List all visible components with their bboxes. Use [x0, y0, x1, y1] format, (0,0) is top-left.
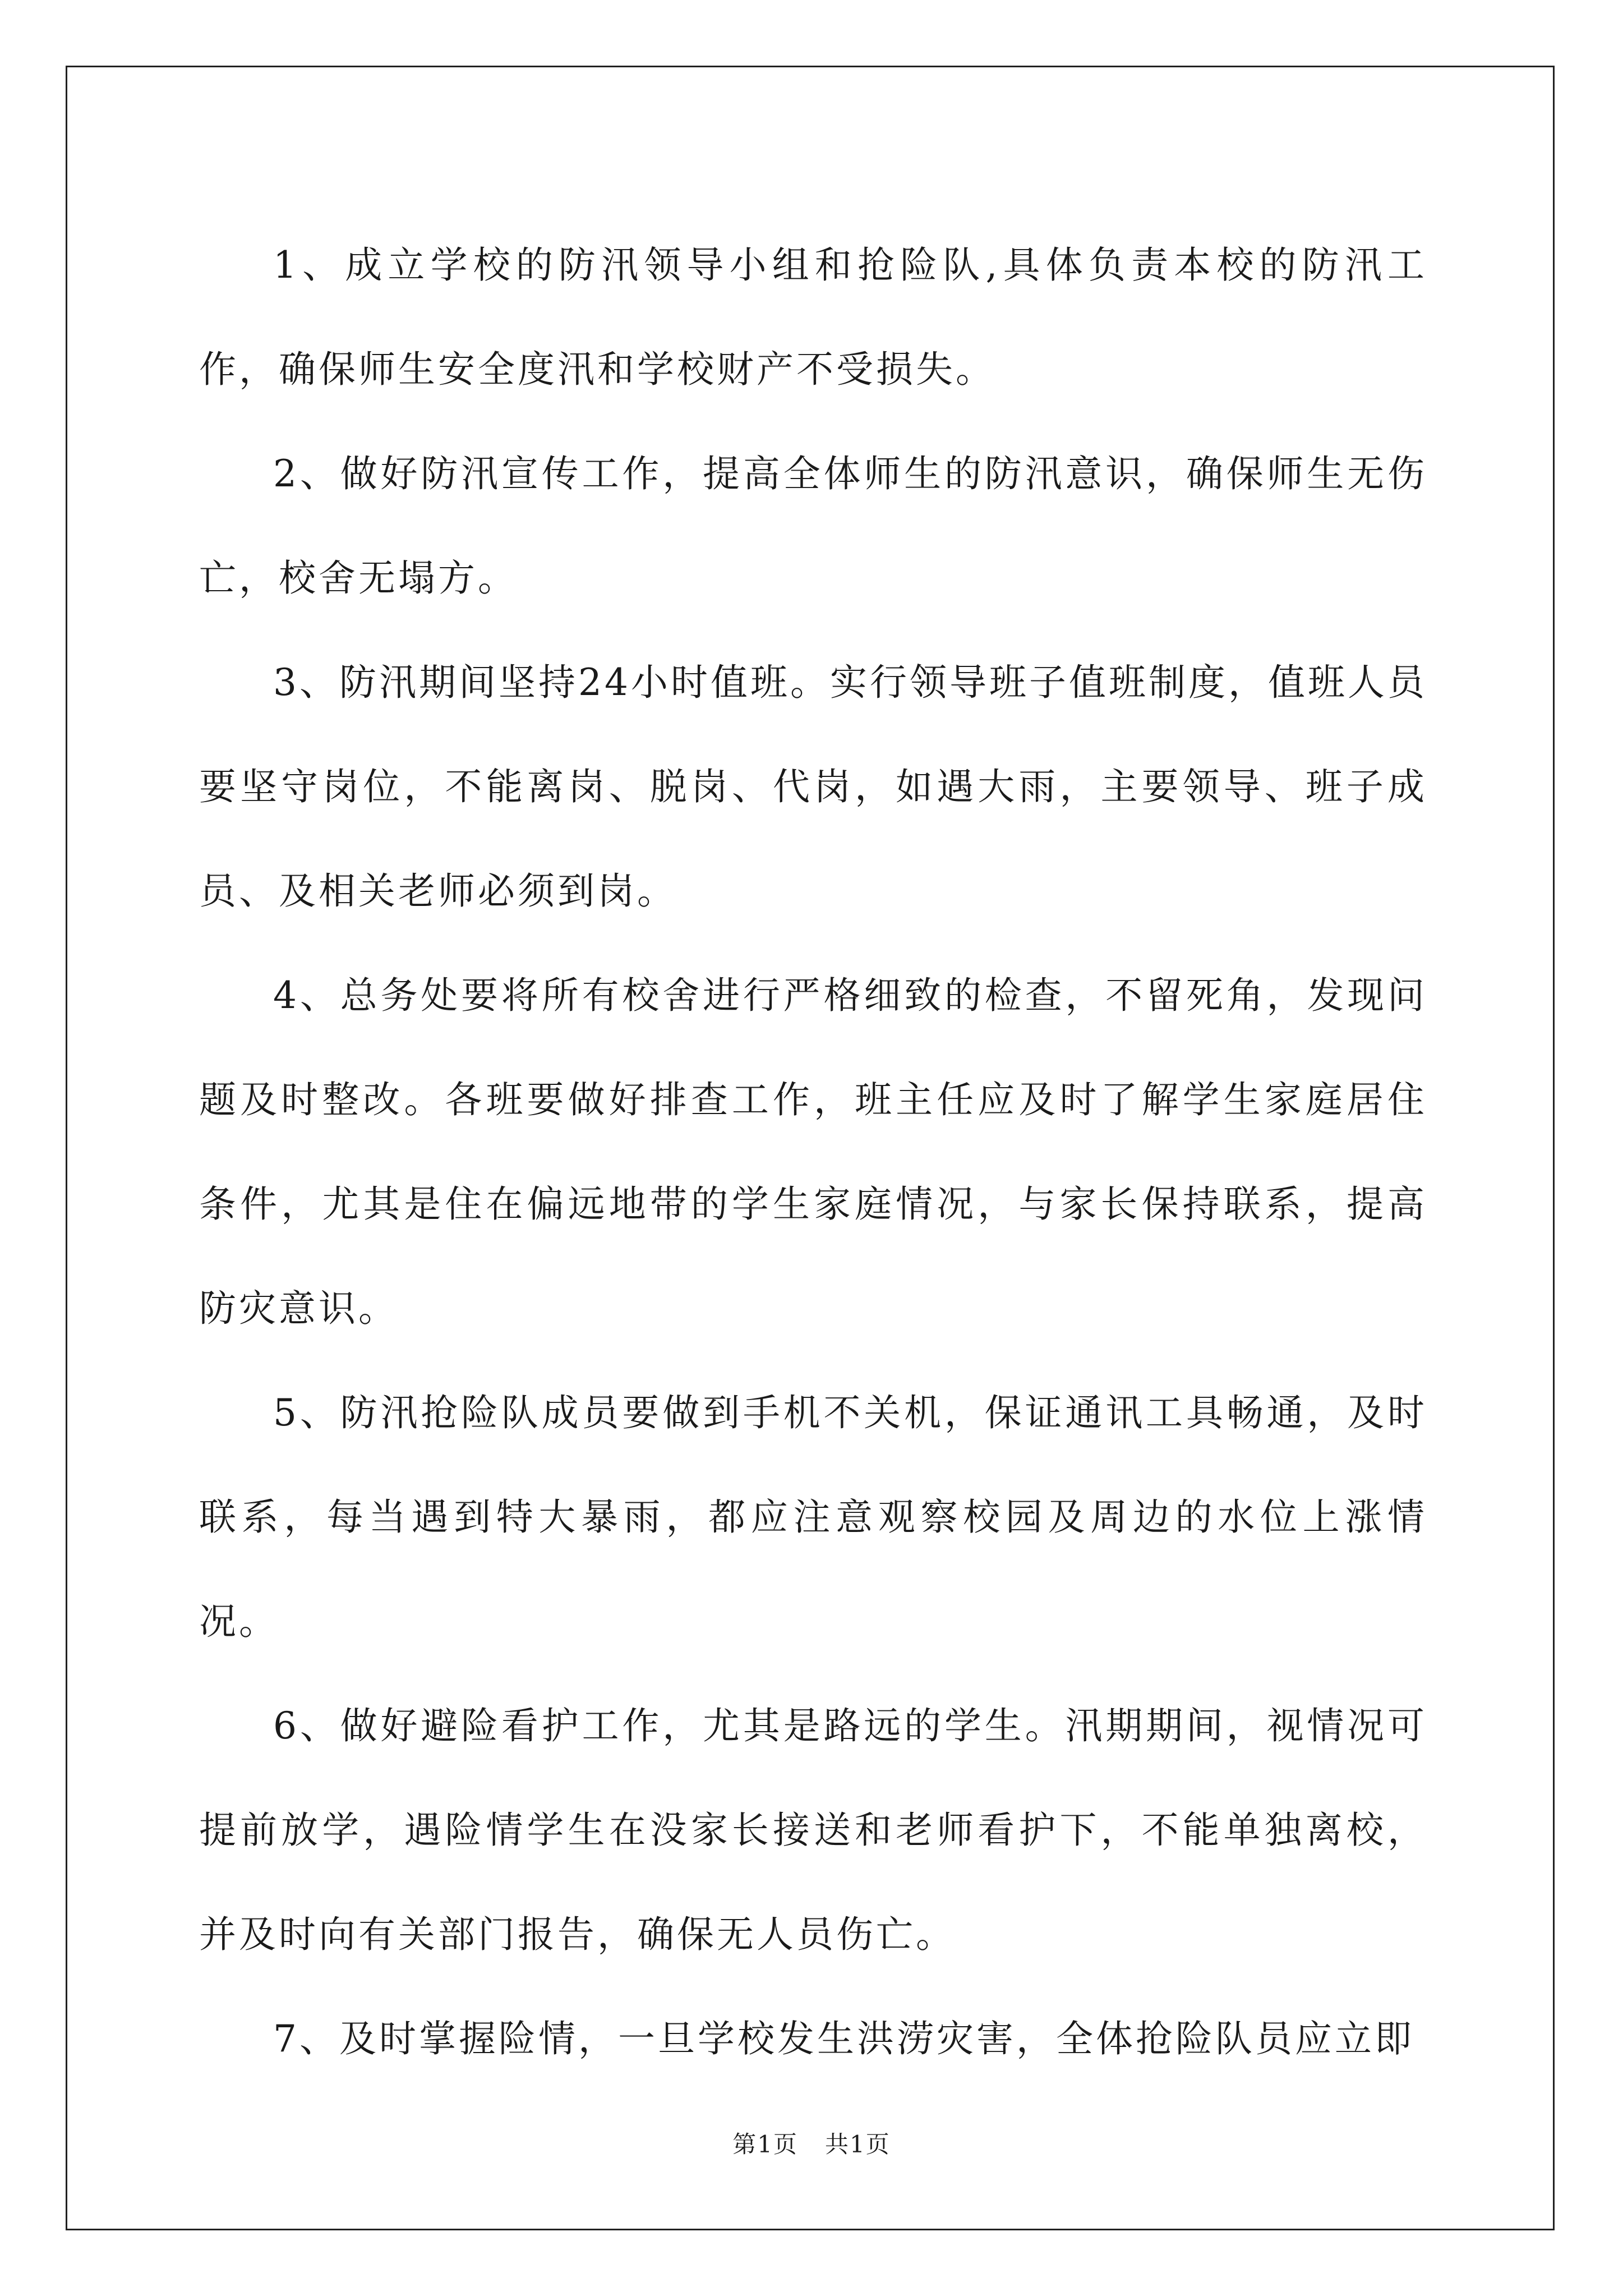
page-number: 第1页 — [732, 2131, 798, 2158]
paragraph-5: 5、防汛抢险队成员要做到手机不关机，保证通讯工具畅通，及时联系，每当遇到特大暴雨，都应注意观察校园及周边的水位上涨情况。 — [199, 1391, 1427, 1643]
paragraph-6: 6、做好避险看护工作，尤其是路远的学生。汛期期间，视情况可提前放学，遇险情学生在没家长接送和老师看护下，不能单独离校，并及时向有关部门报告，确保无人员伤亡。 — [199, 1704, 1427, 1956]
page-footer — [0, 2126, 1623, 2160]
document-body — [199, 213, 1427, 2091]
page-total: 共1页 — [825, 2131, 891, 2158]
paragraph-1: 1、成立学校的防汛领导小组和抢险队,具体负责本校的防汛工作，确保师生安全度汛和学校财产不受损失。 — [199, 243, 1427, 391]
paragraph-3: 3、防汛期间坚持24小时值班。实行领导班子值班制度，值班人员要坚守岗位，不能离岗、脱岗、代岗，如遇大雨，主要领导、班子成员、及相关老师必须到岗。 — [199, 661, 1427, 913]
paragraph-2: 2、做好防汛宣传工作，提高全体师生的防汛意识，确保师生无伤亡，校舍无塌方。 — [199, 452, 1427, 600]
paragraph-4: 4、总务处要将所有校舍进行严格细致的检查，不留死角，发现问题及时整改。各班要做好排查工作，班主任应及时了解学生家庭居住条件，尤其是住在偏远地带的学生家庭情况，与家长保持联系，提高防灾意识。 — [199, 974, 1427, 1330]
paragraph-7: 7、及时掌握险情，一旦学校发生洪涝灾害，全体抢险队员应立即 — [273, 2017, 1414, 2060]
